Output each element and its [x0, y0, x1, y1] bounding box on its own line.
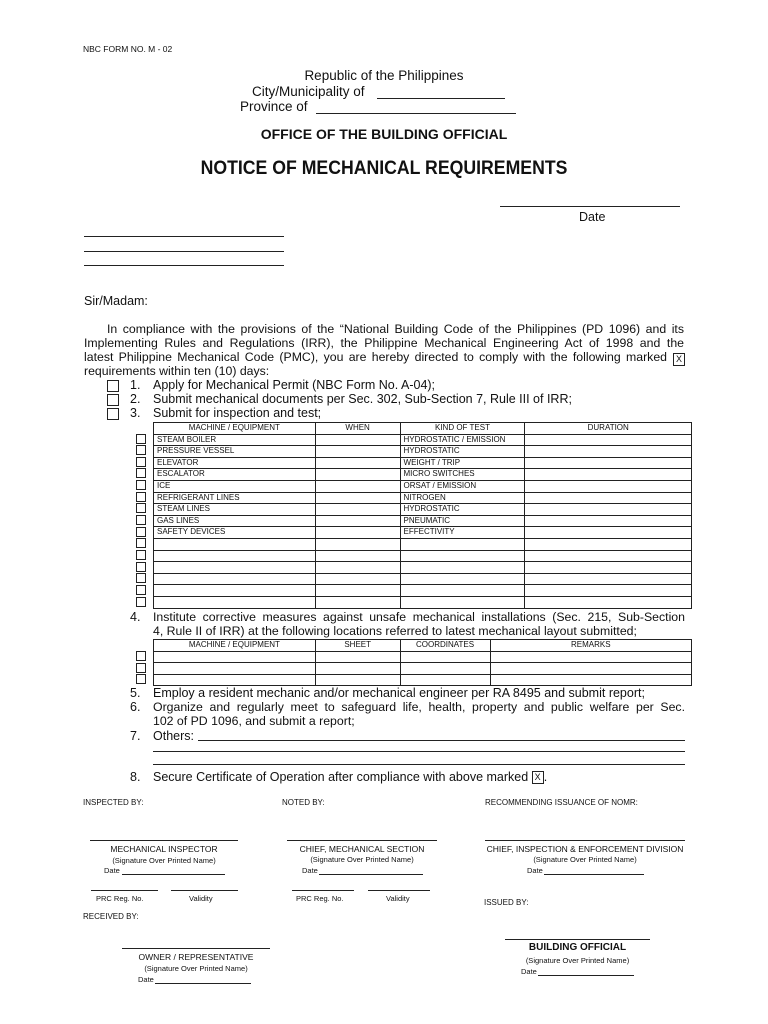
test-cell[interactable] — [525, 492, 692, 504]
location-cell[interactable] — [154, 674, 316, 686]
item-2-text: Submit mechanical documents per Sec. 302, Sub-Section 7, Rule III of IRR; — [153, 392, 572, 406]
test-cell[interactable] — [315, 585, 400, 597]
inspector-date-field[interactable] — [122, 874, 225, 875]
others-line-3[interactable] — [153, 764, 685, 765]
chief-mech-title: CHIEF, MECHANICAL SECTION — [299, 844, 425, 854]
intro-line-3: latest Philippine Mechanical Code (PMC), you are hereby directed to comply with the following marked — [84, 350, 667, 364]
test-cell[interactable] — [400, 562, 525, 574]
test-table — [153, 422, 692, 609]
province-field[interactable] — [316, 113, 516, 114]
location-row — [154, 674, 692, 686]
inspector-validity-label: Validity — [189, 894, 213, 903]
inspected-by-label: INSPECTED BY: — [83, 798, 144, 807]
others-line-2[interactable] — [153, 751, 685, 752]
province-label: Province of — [240, 99, 308, 114]
test-row — [154, 446, 692, 458]
addressee-line-1[interactable] — [84, 236, 284, 237]
test-row-checkbox[interactable] — [136, 468, 146, 478]
item-5-text: Employ a resident mechanic and/or mechanical engineer per RA 8495 and submit report; — [153, 686, 645, 700]
test-cell[interactable] — [400, 573, 525, 585]
location-cell[interactable] — [490, 651, 692, 663]
test-cell[interactable] — [525, 562, 692, 574]
test-cell: EFFECTIVITY — [400, 527, 525, 539]
chief-mech-prc-label: PRC Reg. No. — [296, 894, 344, 903]
test-cell: SAFETY DEVICES — [154, 527, 316, 539]
test-header-when: WHEN — [315, 423, 400, 435]
test-cell: STEAM BOILER — [154, 434, 316, 446]
test-cell[interactable] — [315, 562, 400, 574]
city-field[interactable] — [377, 98, 505, 99]
item-4-text-a: Institute corrective measures against unsafe mechanical installations (Sec. 215, Sub-Section — [153, 610, 685, 624]
test-cell: MICRO SWITCHES — [400, 469, 525, 481]
test-cell[interactable] — [525, 527, 692, 539]
official-signature-line[interactable] — [505, 939, 650, 940]
test-cell[interactable] — [315, 446, 400, 458]
test-cell: ICE — [154, 480, 316, 492]
intro-x-mark: X — [673, 351, 685, 369]
city-label: City/Municipality of — [252, 84, 365, 99]
test-cell[interactable] — [315, 434, 400, 446]
item-2-checkbox[interactable] — [107, 394, 119, 406]
test-cell[interactable] — [400, 585, 525, 597]
test-cell[interactable] — [154, 573, 316, 585]
test-row-checkbox[interactable] — [136, 434, 146, 444]
location-table — [153, 639, 692, 686]
test-row — [154, 515, 692, 527]
test-row-checkbox[interactable] — [136, 538, 146, 548]
chief-insp-sig-note: (Signature Over Printed Name) — [533, 855, 637, 864]
location-cell[interactable] — [400, 674, 490, 686]
test-row — [154, 562, 692, 574]
item-6-text-b: 102 of PD 1096, and submit a report; — [153, 714, 355, 728]
item-3-number: 3. — [130, 406, 141, 420]
test-cell: ORSAT / EMISSION — [400, 480, 525, 492]
chief-mech-validity-field[interactable] — [368, 890, 430, 891]
inspector-prc-field[interactable] — [91, 890, 158, 891]
test-cell[interactable] — [315, 550, 400, 562]
date-label: Date — [579, 210, 606, 224]
test-cell[interactable] — [525, 585, 692, 597]
chief-mech-sig-note: (Signature Over Printed Name) — [310, 855, 414, 864]
test-row-checkbox[interactable] — [136, 515, 146, 525]
test-cell: PNEUMATIC — [400, 515, 525, 527]
item-4-number: 4. — [130, 610, 141, 624]
test-cell[interactable] — [154, 562, 316, 574]
noted-by-label: NOTED BY: — [282, 798, 325, 807]
test-row — [154, 538, 692, 550]
form-number: NBC FORM NO. M - 02 — [83, 44, 173, 54]
inspector-signature-line[interactable] — [90, 840, 238, 841]
test-cell[interactable] — [154, 538, 316, 550]
test-cell[interactable] — [525, 434, 692, 446]
test-cell[interactable] — [315, 457, 400, 469]
test-cell[interactable] — [525, 469, 692, 481]
test-cell[interactable] — [315, 480, 400, 492]
test-cell: HYDROSTATIC / EMISSION — [400, 434, 525, 446]
location-row-checkbox[interactable] — [136, 651, 146, 661]
chief-mech-date-field[interactable] — [319, 874, 423, 875]
loc-header-coordinates: COORDINATES — [400, 640, 490, 652]
test-row-checkbox[interactable] — [136, 445, 146, 455]
test-cell[interactable] — [400, 550, 525, 562]
item-2-number: 2. — [130, 392, 141, 406]
recommending-label: RECOMMENDING ISSUANCE OF NOMR: — [485, 798, 638, 807]
item-1-checkbox[interactable] — [107, 380, 119, 392]
inspector-date-label: Date — [104, 866, 120, 875]
others-line-1[interactable] — [198, 740, 685, 741]
chief-insp-date-field[interactable] — [544, 874, 644, 875]
chief-insp-signature-line[interactable] — [485, 840, 685, 841]
test-row-checkbox[interactable] — [136, 457, 146, 467]
location-cell[interactable] — [400, 651, 490, 663]
test-row-checkbox[interactable] — [136, 480, 146, 490]
test-row — [154, 492, 692, 504]
test-cell[interactable] — [525, 538, 692, 550]
test-cell: NITROGEN — [400, 492, 525, 504]
location-cell[interactable] — [315, 663, 400, 675]
test-cell[interactable] — [315, 527, 400, 539]
intro-line-4: requirements within ten (10) days: — [84, 364, 270, 378]
owner-title: OWNER / REPRESENTATIVE — [138, 952, 254, 962]
office-title: OFFICE OF THE BUILDING OFFICIAL — [260, 126, 508, 142]
test-cell: PRESSURE VESSEL — [154, 446, 316, 458]
test-cell[interactable] — [315, 469, 400, 481]
owner-sig-note: (Signature Over Printed Name) — [144, 964, 248, 973]
test-row-checkbox[interactable] — [136, 527, 146, 537]
chief-mech-signature-line[interactable] — [287, 840, 437, 841]
chief-mech-date-label: Date — [302, 866, 318, 875]
test-row — [154, 504, 692, 516]
intro-line-2: Implementing Rules and Regulations (IRR), the Philippine Mechanical Engineering Act of 1998 and the — [84, 336, 684, 350]
test-row — [154, 480, 692, 492]
item-1-number: 1. — [130, 378, 141, 392]
addressee-line-2[interactable] — [84, 251, 284, 252]
official-date-label: Date — [521, 967, 537, 976]
test-cell: ELEVATOR — [154, 457, 316, 469]
location-cell[interactable] — [154, 651, 316, 663]
item-8-label: Secure Certificate of Operation after compliance with above marked — [153, 770, 529, 784]
loc-header-machine: MACHINE / EQUIPMENT — [154, 640, 316, 652]
test-row — [154, 550, 692, 562]
test-row — [154, 596, 692, 608]
location-cell[interactable] — [400, 663, 490, 675]
test-cell: GAS LINES — [154, 515, 316, 527]
test-cell[interactable] — [315, 573, 400, 585]
test-cell[interactable] — [525, 515, 692, 527]
item-8-text — [153, 770, 547, 784]
test-row-checkbox[interactable] — [136, 492, 146, 502]
test-cell: STEAM LINES — [154, 504, 316, 516]
item-7-label: Others: — [153, 729, 194, 743]
item-7-number: 7. — [130, 729, 141, 743]
test-row-checkbox[interactable] — [136, 550, 146, 560]
test-cell: HYDROSTATIC — [400, 446, 525, 458]
test-cell[interactable] — [400, 538, 525, 550]
test-header-kind: KIND OF TEST — [400, 423, 525, 435]
item-8-number: 8. — [130, 770, 141, 784]
test-cell[interactable] — [315, 515, 400, 527]
test-row-checkbox[interactable] — [136, 562, 146, 572]
location-cell[interactable] — [490, 674, 692, 686]
mech-inspector-title: MECHANICAL INSPECTOR — [110, 844, 218, 854]
test-cell[interactable] — [154, 550, 316, 562]
date-field[interactable] — [500, 206, 680, 207]
addressee-line-3[interactable] — [84, 265, 284, 266]
chief-mech-prc-field[interactable] — [292, 890, 354, 891]
test-cell: REFRIGERANT LINES — [154, 492, 316, 504]
test-cell[interactable] — [315, 596, 400, 608]
test-cell[interactable] — [525, 573, 692, 585]
loc-header-remarks: REMARKS — [490, 640, 692, 652]
official-sig-note: (Signature Over Printed Name) — [525, 956, 630, 965]
test-row — [154, 457, 692, 469]
item-3-checkbox[interactable] — [107, 408, 119, 420]
salutation: Sir/Madam: — [84, 294, 148, 308]
location-cell[interactable] — [490, 663, 692, 675]
test-row-checkbox[interactable] — [136, 585, 146, 595]
item-4-text-b: 4, Rule II of IRR) at the following locations referred to latest mechanical layout submitted; — [153, 624, 637, 638]
location-row-checkbox[interactable] — [136, 663, 146, 673]
test-cell: ESCALATOR — [154, 469, 316, 481]
owner-signature-line[interactable] — [122, 948, 270, 949]
inspector-prc-label: PRC Reg. No. — [96, 894, 144, 903]
test-cell[interactable] — [525, 596, 692, 608]
item-5-number: 5. — [130, 686, 141, 700]
test-cell[interactable] — [400, 596, 525, 608]
test-cell[interactable] — [525, 446, 692, 458]
test-row — [154, 434, 692, 446]
test-row — [154, 527, 692, 539]
location-cell[interactable] — [315, 674, 400, 686]
test-cell[interactable] — [315, 504, 400, 516]
location-row-checkbox[interactable] — [136, 674, 146, 684]
inspector-sig-note: (Signature Over Printed Name) — [112, 856, 216, 865]
location-cell[interactable] — [154, 663, 316, 675]
chief-insp-title: CHIEF, INSPECTION & ENFORCEMENT DIVISION — [486, 844, 684, 854]
item-6-text-a: Organize and regularly meet to safeguard life, health, property and public welfare per Sec. — [153, 700, 685, 714]
owner-date-label: Date — [138, 975, 154, 984]
test-cell[interactable] — [315, 538, 400, 550]
item-6-number: 6. — [130, 700, 141, 714]
received-by-label: RECEIVED BY: — [83, 912, 139, 921]
loc-header-sheet: SHEET — [315, 640, 400, 652]
item-8-x-mark: X — [532, 771, 544, 784]
test-row — [154, 469, 692, 481]
republic-label: Republic of the Philippines — [304, 68, 464, 83]
test-header-machine: MACHINE / EQUIPMENT — [154, 423, 316, 435]
test-row-checkbox[interactable] — [136, 573, 146, 583]
test-cell: HYDROSTATIC — [400, 504, 525, 516]
test-row-checkbox[interactable] — [136, 597, 146, 607]
test-row — [154, 585, 692, 597]
owner-date-field[interactable] — [155, 983, 251, 984]
test-cell[interactable] — [315, 492, 400, 504]
test-cell[interactable] — [525, 550, 692, 562]
test-cell[interactable] — [154, 596, 316, 608]
test-row-checkbox[interactable] — [136, 503, 146, 513]
location-cell[interactable] — [315, 651, 400, 663]
location-row — [154, 651, 692, 663]
location-row — [154, 663, 692, 675]
test-cell[interactable] — [154, 585, 316, 597]
test-cell[interactable] — [525, 480, 692, 492]
intro-line-1: In compliance with the provisions of the “National Building Code of the Philippines (PD 1096) and its — [107, 322, 684, 336]
test-cell: WEIGHT / TRIP — [400, 457, 525, 469]
page-title: NOTICE OF MECHANICAL REQUIREMENTS — [200, 158, 568, 179]
test-cell[interactable] — [525, 457, 692, 469]
item-3-text: Submit for inspection and test; — [153, 406, 322, 420]
building-official-title: BUILDING OFFICIAL — [528, 942, 627, 953]
test-header-duration: DURATION — [525, 423, 692, 435]
item-8-end: . — [543, 770, 548, 784]
item-1-text: Apply for Mechanical Permit (NBC Form No. A-04); — [153, 378, 436, 392]
official-date-field[interactable] — [538, 975, 634, 976]
chief-mech-validity-label: Validity — [386, 894, 410, 903]
inspector-validity-field[interactable] — [171, 890, 238, 891]
test-cell[interactable] — [525, 504, 692, 516]
test-row — [154, 573, 692, 585]
chief-insp-date-label: Date — [527, 866, 543, 875]
issued-by-label: ISSUED BY: — [484, 898, 529, 907]
